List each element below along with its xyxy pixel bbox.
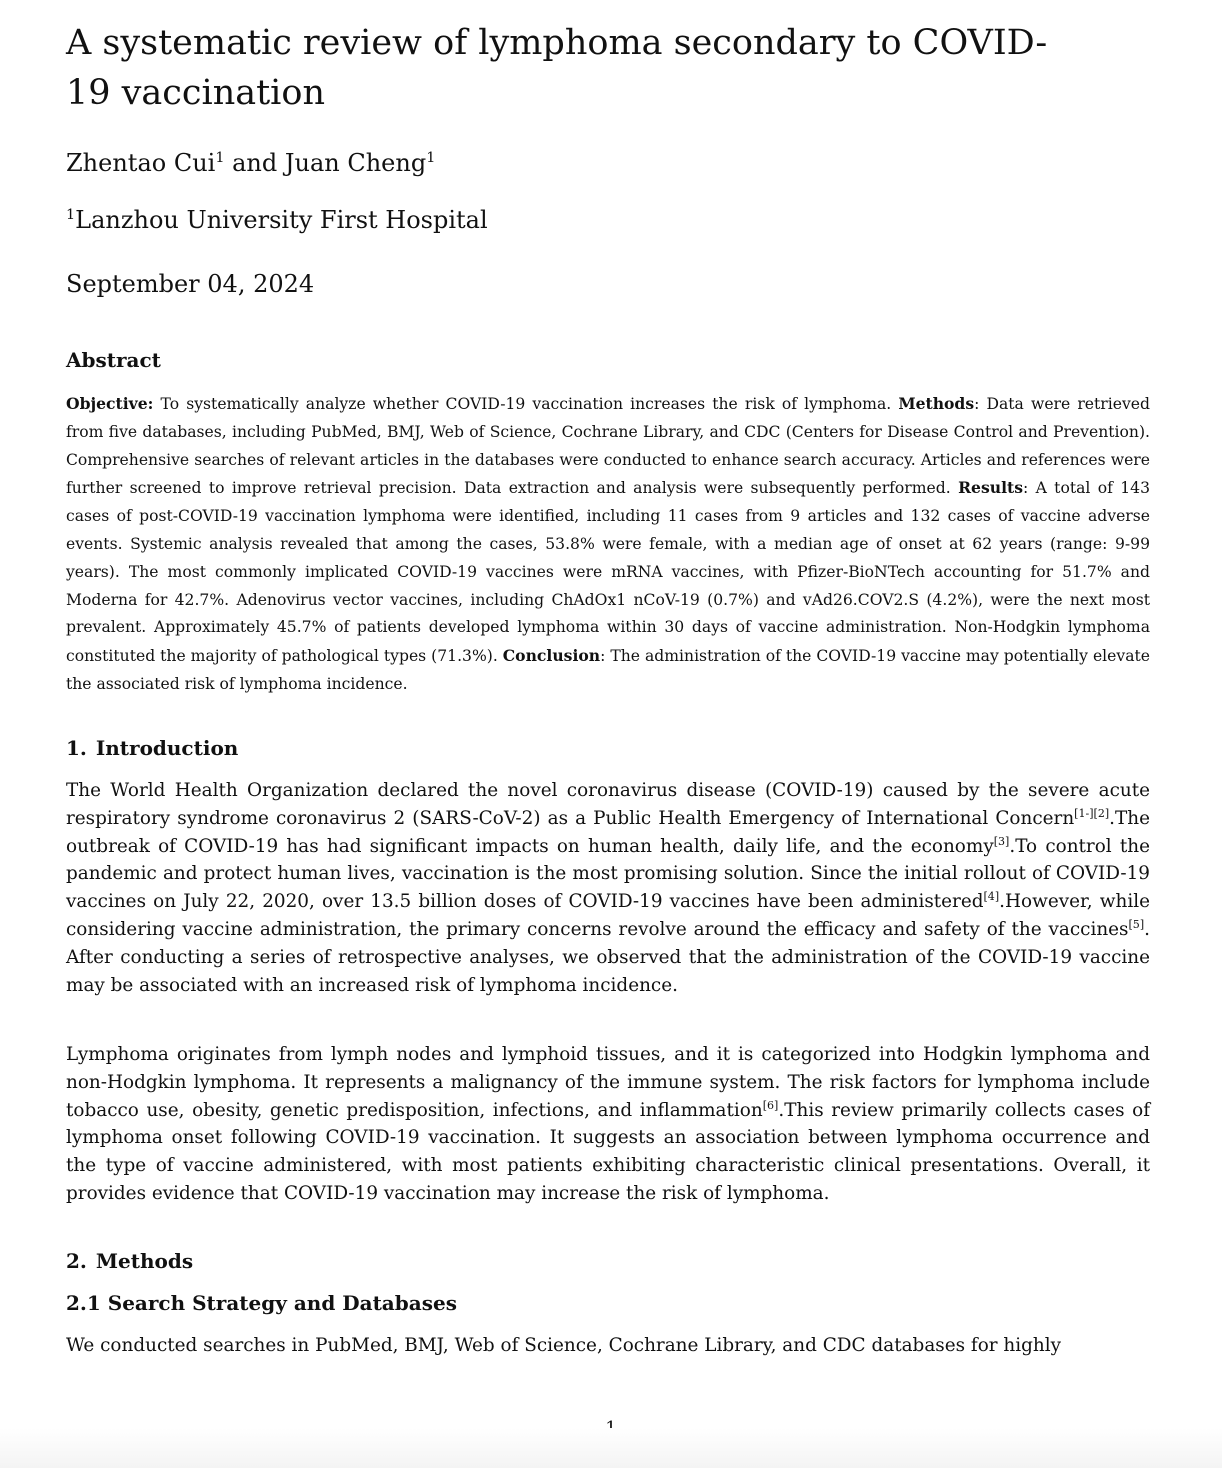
paragraph-text: .The outbreak of COVID-19 has had significant impacts on human health, daily life, and the economy [66, 807, 1150, 857]
author-name: Zhentao Cui [66, 149, 216, 177]
author-line [66, 147, 435, 179]
subsection-heading-search-strategy: 2.1 Search Strategy and Databases [66, 1291, 457, 1315]
citation-ref[interactable]: [3] [993, 834, 1010, 848]
abstract-label-objective: Objective: [66, 394, 154, 413]
paragraph-text: The World Health Organization declared the novel coronavirus disease (COVID-19) caused by the severe acute respiratory syndrome coronavirus 2 (SARS-CoV-2) as a Public Health Emergency of International Concern [66, 780, 1150, 829]
author-connector: and [224, 149, 285, 177]
abstract-heading: Abstract [66, 348, 161, 372]
affiliation-mark: 1 [66, 207, 76, 223]
paragraph-text: Lymphoma originates from lymph nodes and lymphoid tissues, and it is categorized into Hodgkin lymphoma and non-Hodgkin lymphoma. It represents a malignancy of the immune system. The risk factors for lymphoma include tobacco use, obesity, genetic predisposition, infections, and inflammation [66, 1044, 1150, 1121]
affiliation [66, 204, 488, 236]
introduction-paragraph-2 [66, 1041, 1150, 1208]
citation-ref[interactable]: [1-][2] [1074, 806, 1110, 820]
paragraph-text: .This review primarily collects cases of lymphoma onset following COVID-19 vaccination. It suggests an association between lymphoma occurrence and the type of vaccine administered, with most patients exhibiting characteristic clinical presentations. Overall, it provides evidence that COVID-19 vaccination may increase the risk of lymphoma. [66, 1099, 1151, 1204]
page-bottom-shade [0, 1428, 1222, 1468]
section-title: Methods [95, 1249, 194, 1273]
section-heading-methods [66, 1249, 193, 1273]
publication-date: September 04, 2024 [66, 270, 315, 298]
citation-ref[interactable]: [4] [983, 890, 1000, 904]
abstract-methods: : Data were retrieved from five databases, including PubMed, BMJ, Web of Science, Cochrane Library, and CDC (Centers for Disease Control and Prevention). Comprehensive searches of relevant articles in the databases were conducted to enhance search accuracy. Articles and references were further screened to improve retrieval precision. Data extraction and analysis were subsequently performed. [66, 395, 1150, 498]
author-name: Juan Cheng [284, 149, 427, 177]
introduction-paragraph-1 [66, 777, 1150, 999]
section-heading-introduction [66, 736, 238, 760]
abstract-label-methods: Methods [898, 394, 975, 413]
affiliation-name: Lanzhou University First Hospital [75, 206, 488, 234]
abstract-body [66, 390, 1150, 699]
paragraph-text: .To control the pandemic and protect human lives, vaccination is the most promising solution. Since the initial rollout of COVID-19 vaccines on July 22, 2020, over 13.5 billion doses of COVID-19 vaccines have been administered [66, 835, 1150, 913]
author-affiliation-mark: 1 [215, 150, 225, 166]
paragraph-text: .However, while considering vaccine administration, the primary concerns revolve around the efficacy and safety of the vaccines [66, 891, 1150, 940]
author-affiliation-mark: 1 [426, 150, 436, 166]
paper-title: A systematic review of lymphoma secondary to COVID-19 vaccination [66, 23, 1048, 113]
section-number: 2. [66, 1249, 87, 1273]
section-number: 1. [66, 736, 87, 760]
abstract-conclusion: : The administration of the COVID-19 vaccine may potentially elevate the associated risk of lymphoma incidence. [66, 647, 1150, 693]
methods-paragraph-1: We conducted searches in PubMed, BMJ, Web of Science, Cochrane Library, and CDC databases for highly [66, 1335, 1062, 1356]
section-title: Introduction [95, 736, 239, 760]
abstract-label-conclusion: Conclusion [502, 646, 601, 666]
citation-ref[interactable]: [6] [762, 1098, 779, 1112]
paragraph-text: . After conducting a series of retrospective analyses, we observed that the administration of the COVID-19 vaccine may be associated with an increased risk of lymphoma incidence. [66, 918, 1150, 996]
abstract-objective: To systematically analyze whether COVID-19 vaccination increases the risk of lymphoma. [153, 395, 899, 413]
abstract-label-results: Results [958, 478, 1023, 498]
citation-ref[interactable]: [5] [1128, 917, 1145, 931]
abstract-results: : A total of 143 cases of post-COVID-19 vaccination lymphoma were identified, including 11 cases from 9 articles and 132 cases of vaccine adverse events. Systemic analysis revealed that among the cases, 53.8% were female, with a median age of onset at 62 years (range: 9-99 years). The most commonly implicated COVID-19 vaccines were mRNA vaccines, with Pfizer-BioNTech accounting for 51.7% and Moderna for 42.7%. Adenovirus vector vaccines, including ChAdOx1 nCoV-19 (0.7%) and vAd26.COV2.S (4.2%), were the next most prevalent. Approximately 45.7% of patients developed lymphoma within 30 days of vaccine administration. Non-Hodgkin lymphoma constituted the majority of pathological types (71.3%). [66, 479, 1150, 666]
